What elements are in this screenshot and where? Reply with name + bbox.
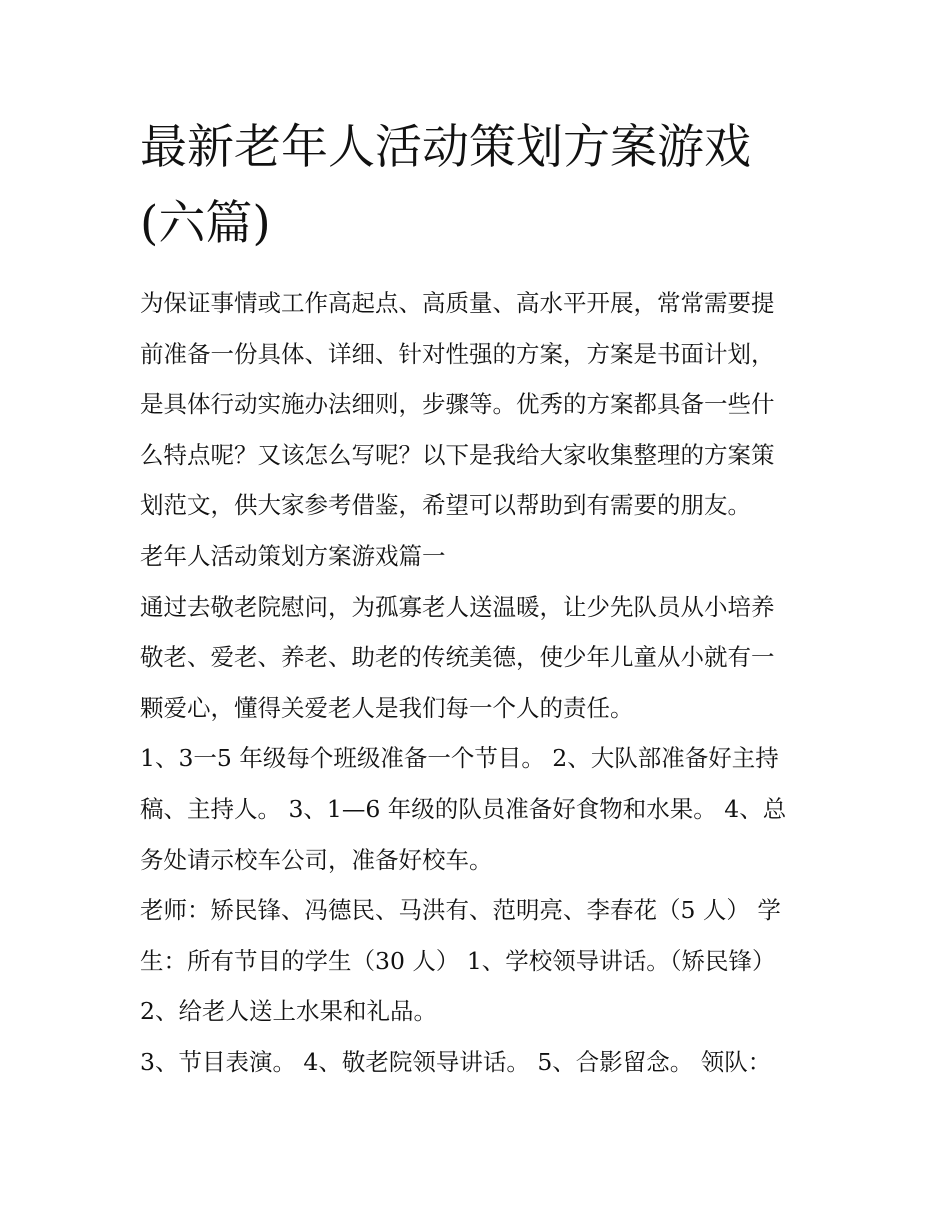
list-line: 稿、主持人。 3、1—6 年级的队员准备好食物和水果。 4、总 bbox=[140, 794, 787, 823]
paragraph-line: 么特点呢？又该怎么写呢？以下是我给大家收集整理的方案策 bbox=[140, 440, 775, 469]
paragraph-line: 敬老、爱老、养老、助老的传统美德，使少年儿童从小就有一 bbox=[140, 643, 775, 672]
paragraph-line: 颗爱心，懂得关爱老人是我们每一个人的责任。 bbox=[140, 693, 634, 722]
list-line: 务处请示校车公司，准备好校车。 bbox=[140, 845, 493, 874]
list-line: 3、节目表演。 4、敬老院领导讲话。 5、合影留念。 领队： bbox=[140, 1047, 772, 1076]
paragraph-line: 老师：矫民锋、冯德民、马洪有、范明亮、李春花（5 人） 学 bbox=[140, 896, 781, 925]
title-line-1: 最新老年人活动策划方案游戏 bbox=[140, 120, 751, 175]
paragraph-line: 生：所有节目的学生（30 人） 1、学校领导讲话。（矫民锋） bbox=[140, 946, 776, 975]
paragraph-line: 前准备一份具体、详细、针对性强的方案，方案是书面计划， bbox=[140, 339, 775, 368]
paragraph-line: 划范文，供大家参考借鉴，希望可以帮助到有需要的朋友。 bbox=[140, 491, 751, 520]
paragraph-line: 为保证事情或工作高起点、高质量、高水平开展，常常需要提 bbox=[140, 289, 775, 317]
list-line: 2、给老人送上水果和礼品。 bbox=[140, 997, 437, 1026]
paragraph-line: 是具体行动实施办法细则，步骤等。优秀的方案都具备一些什 bbox=[140, 390, 775, 419]
section-heading: 老年人活动策划方案游戏篇一 bbox=[140, 541, 446, 570]
title-line-2: (六篇) bbox=[140, 196, 271, 251]
document-title bbox=[140, 110, 820, 262]
list-line: 1、3一5 年级每个班级准备一个节目。 2、大队部准备好主持 bbox=[140, 744, 779, 773]
document-body bbox=[140, 278, 820, 1088]
paragraph-line: 通过去敬老院慰问，为孤寡老人送温暖，让少先队员从小培养 bbox=[140, 592, 775, 621]
